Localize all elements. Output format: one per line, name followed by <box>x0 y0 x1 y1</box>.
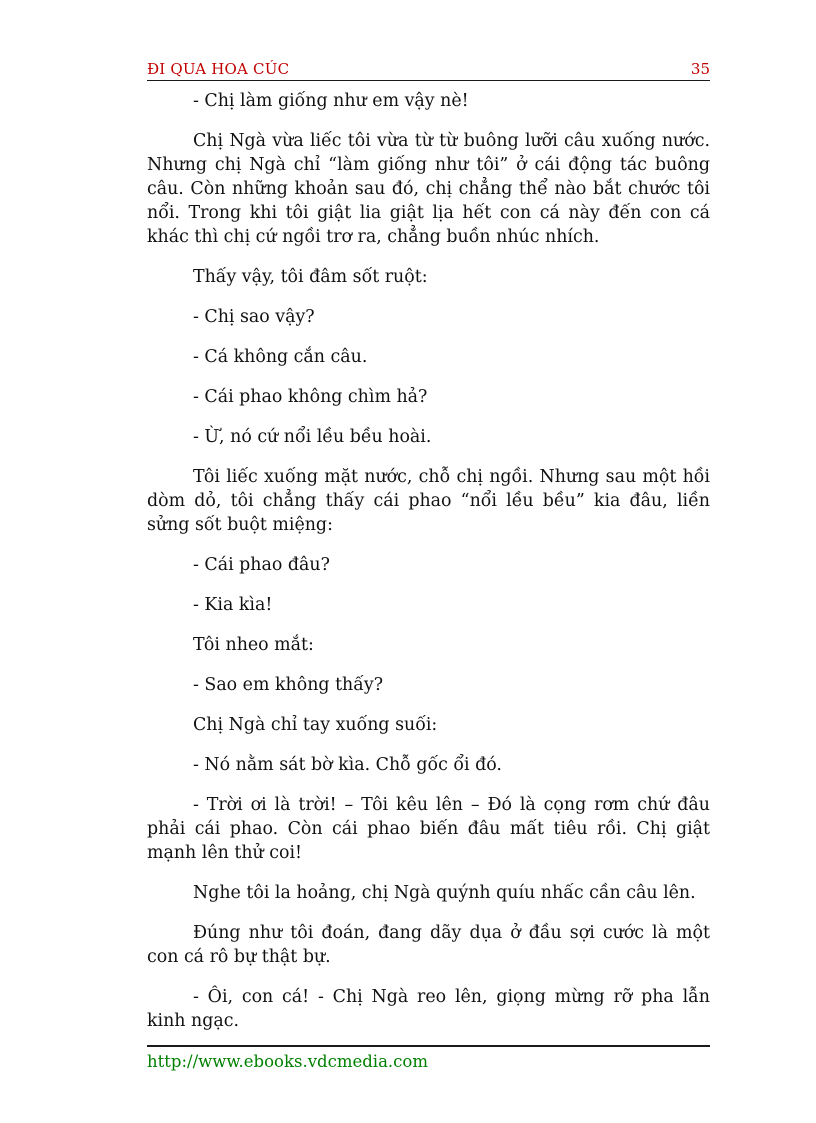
paragraph: Đúng như tôi đoán, đang dãy dụa ở đầu sợi cước là một con cá rô bự thật bự. <box>147 923 710 967</box>
footer-link[interactable]: http://www.ebooks.vdcmedia.com <box>147 1052 428 1071</box>
running-header <box>147 58 710 81</box>
page-number: 35 <box>690 60 710 78</box>
paragraph: - Kia kìa! <box>193 595 273 615</box>
paragraph: Chị Ngà vừa liếc tôi vừa từ từ buông lưỡi câu xuống nước. Nhưng chị Ngà chỉ “làm giống như tôi” ở cái động tác buông câu. Còn những khoản sau đó, chị chẳng thể nào bắt chước tôi nổi. Trong khi tôi giật lia giật lịa hết con cá này đến con cá khác thì chị cứ ngồi trơ ra, chẳng buồn nhúc nhích. <box>147 131 710 247</box>
paragraph: - Ừ, nó cứ nổi lều bều hoài. <box>193 427 432 447</box>
paragraph: - Ôi, con cá! - Chị Ngà reo lên, giọng mừng rỡ pha lẫn kinh ngạc. <box>147 987 710 1031</box>
paragraph: Chị Ngà chỉ tay xuống suối: <box>193 715 438 735</box>
paragraph: - Cá không cắn câu. <box>193 347 368 367</box>
paragraph: - Trời ơi là trời! – Tôi kêu lên – Đó là cọng rơm chứ đâu phải cái phao. Còn cái phao biến đâu mất tiêu rồi. Chị giật mạnh lên thử coi! <box>147 795 710 863</box>
page-footer <box>147 1045 710 1071</box>
book-title: ĐI QUA HOA CÚC <box>147 60 290 78</box>
paragraph: Thấy vậy, tôi đâm sốt ruột: <box>193 267 428 287</box>
paragraph: - Cái phao không chìm hả? <box>193 387 428 407</box>
paragraph: Nghe tôi la hoảng, chị Ngà quýnh quíu nhấc cần câu lên. <box>193 883 696 903</box>
paragraph: - Nó nằm sát bờ kìa. Chỗ gốc ổi đó. <box>193 755 502 775</box>
paragraph: Tôi nheo mắt: <box>193 635 314 655</box>
paragraph: Tôi liếc xuống mặt nước, chỗ chị ngồi. Nhưng sau một hồi dòm dỏ, tôi chẳng thấy cái phao “nổi lều bều” kia đâu, liền sửng sốt buột miệng: <box>147 467 710 535</box>
paragraph: - Chị sao vậy? <box>193 307 315 327</box>
page-body <box>147 89 710 1049</box>
paragraph: - Cái phao đâu? <box>193 555 330 575</box>
paragraph: - Chị làm giống như em vậy nè! <box>193 91 469 111</box>
paragraph: - Sao em không thấy? <box>193 675 384 695</box>
